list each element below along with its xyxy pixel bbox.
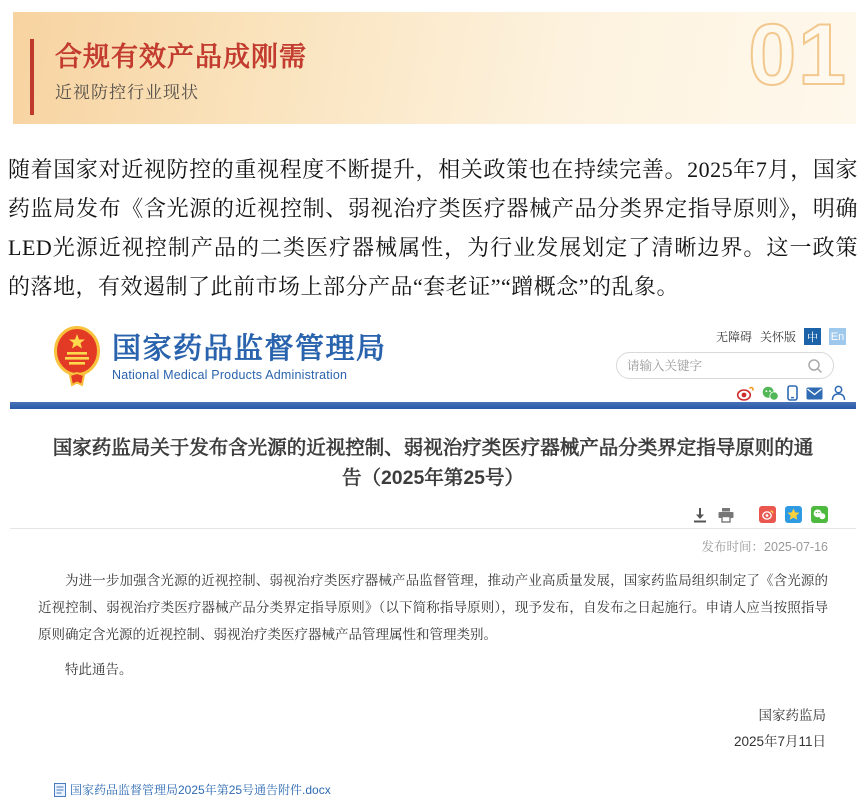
nmpa-site-screenshot bbox=[10, 316, 856, 798]
site-name-cn: 国家药品监督管理局 bbox=[112, 332, 387, 365]
notice-body bbox=[38, 567, 828, 683]
mobile-icon[interactable] bbox=[787, 385, 798, 401]
user-icon[interactable] bbox=[831, 385, 846, 401]
publish-time bbox=[10, 537, 828, 555]
wechat-icon[interactable] bbox=[762, 386, 779, 401]
china-national-emblem-icon bbox=[54, 326, 100, 388]
share-weibo-icon[interactable] bbox=[759, 506, 776, 523]
signature-date: 2025年7月11日 bbox=[733, 734, 826, 749]
accent-bar bbox=[30, 39, 34, 115]
section-subtitle: 近视防控行业现状 bbox=[55, 83, 199, 102]
notice-divider bbox=[10, 528, 856, 529]
doc-file-icon bbox=[54, 783, 66, 797]
notice-paragraph-1: 为进一步加强含光源的近视控制、弱视治疗类医疗器械产品监督管理，推动产业高质量发展，国家药监局组织制定了《含光源的近视控制、弱视治疗类医疗器械产品分类界定指导原则》（以下简称指导原则），现予发布，自发布之日起施行。申请人应当按照指导原则确定含光源的近视控制、弱视治疗类医疗器械产品管理属性和管理类别。 bbox=[38, 573, 828, 642]
header-utils bbox=[616, 328, 846, 345]
weibo-icon[interactable] bbox=[737, 386, 754, 401]
publish-date: 2025-07-16 bbox=[764, 540, 828, 554]
section-header-band bbox=[13, 7, 856, 124]
site-header bbox=[10, 316, 856, 402]
publish-label: 发布时间： bbox=[701, 540, 765, 554]
site-navbar bbox=[10, 402, 856, 409]
section-number: 01 bbox=[748, 7, 848, 103]
attachment-row bbox=[54, 781, 856, 798]
search-input[interactable] bbox=[627, 359, 807, 373]
site-logo[interactable] bbox=[54, 326, 387, 388]
email-icon[interactable] bbox=[806, 387, 823, 400]
search-icon[interactable] bbox=[807, 358, 823, 374]
lang-toggle-en[interactable]: En bbox=[829, 328, 846, 345]
social-icon-row bbox=[616, 385, 846, 401]
care-mode-link[interactable]: 关怀版 bbox=[759, 330, 796, 344]
notice-paragraph-2: 特此通告。 bbox=[65, 662, 133, 677]
print-icon[interactable] bbox=[717, 507, 735, 523]
accessibility-link[interactable]: 无障碍 bbox=[715, 330, 752, 344]
download-icon[interactable] bbox=[692, 507, 708, 523]
notice-title: 国家药监局关于发布含光源的近视控制、弱视治疗类医疗器械产品分类界定指导原则的通告（2025年第25号） bbox=[52, 437, 814, 489]
article-paragraph: 随着国家对近视防控的重视程度不断提升，相关政策也在持续完善。2025年7月，国家药监局发布《含光源的近视控制、弱视治疗类医疗器械产品分类界定指导原则》，明确LED光源近视控制产品的二类医疗器械属性，为行业发展划定了清晰边界。这一政策的落地，有效遏制了此前市场上部分产品“套老证”“蹭概念”的乱象。 bbox=[8, 157, 858, 299]
attachment-link[interactable]: 国家药品监督管理局2025年第25号通告附件.docx bbox=[70, 783, 331, 797]
share-qzone-icon[interactable] bbox=[785, 506, 802, 523]
site-name-en: National Medical Products Administration bbox=[112, 367, 348, 382]
lang-toggle-cn[interactable]: 中 bbox=[804, 328, 821, 345]
notice-action-bar bbox=[10, 506, 828, 523]
share-wechat-icon[interactable] bbox=[811, 506, 828, 523]
section-title: 合规有效产品成刚需 bbox=[55, 42, 307, 72]
notice-signature-block bbox=[10, 703, 826, 755]
signature-agency: 国家药监局 bbox=[758, 708, 826, 723]
site-search[interactable] bbox=[616, 352, 834, 379]
